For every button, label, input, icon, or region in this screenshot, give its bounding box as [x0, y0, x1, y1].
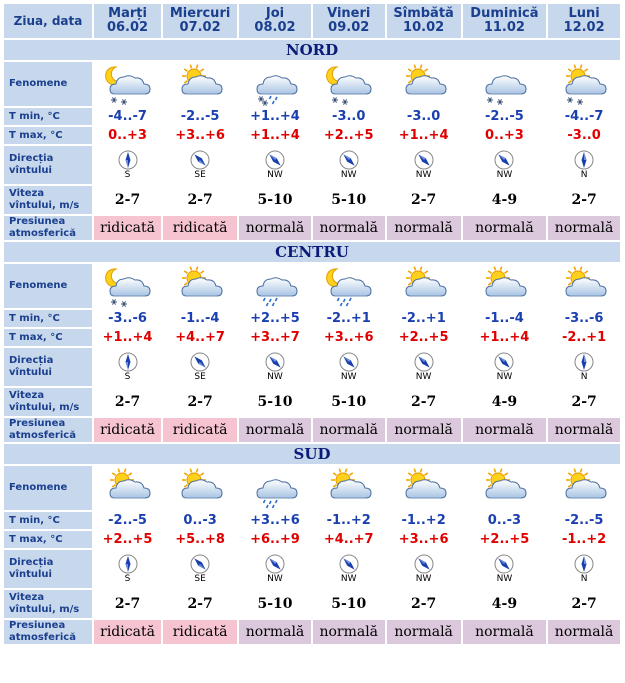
wind-dir-label [4, 146, 92, 184]
pressure-value: normală [239, 620, 311, 644]
weather-cell [94, 264, 161, 308]
wind-dir-cell [313, 146, 385, 184]
tmax-value: +5..+8 [163, 531, 237, 548]
wind-speed-row [4, 590, 620, 618]
tmin-value: -2..+1 [313, 310, 385, 327]
wind-dir-label-text: Direcția [9, 153, 54, 164]
wind-speed-label-text-2: vîntului, m/s [9, 604, 80, 615]
sun-cloud-icon [94, 466, 161, 510]
wind-dir-cell [463, 550, 547, 588]
wind-speed-label-text: Viteza [9, 188, 45, 199]
wind-dir-cell [239, 550, 311, 588]
compass-arrow-icon [163, 352, 237, 372]
region-row [4, 40, 620, 60]
pressure-row [4, 620, 620, 644]
tmax-row [4, 329, 620, 346]
wind-speed-value: 4-9 [463, 186, 547, 214]
tmax-row [4, 127, 620, 144]
compass-arrow-icon [163, 150, 237, 170]
weather-cell [548, 264, 620, 308]
tmin-value: -2..-5 [463, 108, 547, 125]
moon-cloud-snow-icon [94, 264, 161, 308]
pressure-value: normală [313, 216, 385, 240]
day-header [463, 4, 547, 38]
wind-speed-value: 2-7 [94, 388, 161, 416]
tmin-value: -3..-6 [548, 310, 620, 327]
pressure-value: normală [463, 216, 547, 240]
tmax-value: +3..+6 [163, 127, 237, 144]
wind-dir-label-text: Direcția [9, 557, 54, 568]
wind-dir-cell [387, 550, 461, 588]
pressure-value: normală [239, 418, 311, 442]
compass-arrow-icon [313, 554, 385, 574]
tmin-value: -4..-7 [94, 108, 161, 125]
wind-dir-cell [548, 348, 620, 386]
day-header [313, 4, 385, 38]
pressure-label-text: Presiunea [9, 418, 66, 429]
wind-dir-cell [163, 146, 237, 184]
wind-dir-text: N [580, 170, 588, 180]
tmax-value: +2..+5 [313, 127, 385, 144]
pressure-value: ridicată [163, 620, 237, 644]
wind-speed-label [4, 590, 92, 618]
pressure-label-text-2: atmosferică [9, 632, 76, 643]
compass-arrow-icon [94, 554, 161, 574]
wind-speed-row [4, 388, 620, 416]
wind-dir-cell [163, 348, 237, 386]
wind-speed-value: 4-9 [463, 590, 547, 618]
tmin-value: -1..-4 [463, 310, 547, 327]
compass-arrow-icon [463, 150, 547, 170]
sun-cloud-icon [163, 264, 237, 308]
day-date: 12.02 [563, 20, 605, 35]
pressure-value: normală [387, 418, 461, 442]
wind-speed-label-text-2: vîntului, m/s [9, 200, 80, 211]
tmin-value: +1..+4 [239, 108, 311, 125]
wind-dir-label-text-2: vîntului [9, 165, 52, 176]
sun-cloud-icon [313, 466, 385, 510]
weather-cell [463, 466, 547, 510]
tmax-label-text: T max, °C [9, 331, 63, 343]
wind-dir-label-text: Direcția [9, 355, 54, 366]
region-title: NORD [4, 40, 620, 60]
compass-arrow-icon [463, 352, 547, 372]
tmax-label [4, 127, 92, 144]
day-header [387, 4, 461, 38]
wind-speed-value: 5-10 [239, 388, 311, 416]
cloud-rain-snow-icon [239, 62, 311, 106]
tmax-label-text: T max, °C [9, 533, 63, 545]
pressure-value: normală [313, 620, 385, 644]
pressure-value: ridicată [163, 216, 237, 240]
tmin-value: -3..0 [387, 108, 461, 125]
wind-dir-cell [94, 348, 161, 386]
pressure-value: ridicată [94, 216, 161, 240]
tmax-value: -1..+2 [548, 531, 620, 548]
sun-cloud-icon [387, 264, 461, 308]
wind-speed-value: 2-7 [387, 590, 461, 618]
day-header [94, 4, 161, 38]
wind-dir-text: S [124, 574, 131, 584]
pressure-value: normală [548, 418, 620, 442]
tmin-row [4, 108, 620, 125]
day-name: Luni [568, 6, 600, 21]
day-name: Vineri [327, 6, 371, 21]
corner-header: Ziua, data [4, 4, 92, 38]
wind-dir-cell [387, 146, 461, 184]
tmin-value: -3..0 [313, 108, 385, 125]
tmin-value: -1..-4 [163, 310, 237, 327]
wind-dir-text: N [580, 574, 588, 584]
tmin-value: -1..+2 [313, 512, 385, 529]
moon-cloud-rain-icon [313, 264, 385, 308]
wind-speed-label-text: Viteza [9, 390, 45, 401]
pressure-label-text: Presiunea [9, 620, 66, 631]
tmin-label [4, 108, 92, 125]
wind-dir-text: NW [340, 372, 357, 382]
compass-arrow-icon [239, 352, 311, 372]
day-name: Sîmbătă [393, 6, 454, 21]
tmin-value: -3..-6 [94, 310, 161, 327]
tmax-value: +3..+6 [387, 531, 461, 548]
wind-speed-label-text-2: vîntului, m/s [9, 402, 80, 413]
wind-speed-value: 2-7 [94, 590, 161, 618]
compass-arrow-icon [94, 352, 161, 372]
pressure-row [4, 418, 620, 442]
wind-dir-cell [239, 146, 311, 184]
wind-dir-text: NW [415, 170, 432, 180]
wind-speed-value: 4-9 [463, 388, 547, 416]
tmax-value: +6..+9 [239, 531, 311, 548]
compass-arrow-icon [548, 554, 620, 574]
cloud-snow-icon [463, 62, 547, 106]
tmin-row [4, 310, 620, 327]
pressure-value: normală [463, 620, 547, 644]
tmax-label [4, 531, 92, 548]
compass-arrow-icon [387, 150, 461, 170]
weather-cell [163, 264, 237, 308]
day-date: 09.02 [328, 20, 370, 35]
wind-dir-text: S [124, 170, 131, 180]
weather-cell [313, 62, 385, 106]
day-name: Marți [108, 6, 147, 21]
pressure-row [4, 216, 620, 240]
day-date: 06.02 [106, 20, 149, 35]
tmin-value: +2..+5 [239, 310, 311, 327]
moon-cloud-snow-icon [94, 62, 161, 106]
wind-dir-text: NW [267, 372, 283, 382]
tmax-value: +2..+5 [94, 531, 161, 548]
tmax-label-text: T max, °C [9, 129, 63, 141]
fenomene-row [4, 264, 620, 308]
wind-dir-cell [387, 348, 461, 386]
weather-cell [239, 62, 311, 106]
pressure-label [4, 620, 92, 644]
weather-cell [387, 466, 461, 510]
compass-arrow-icon [94, 150, 161, 170]
tmax-label [4, 329, 92, 346]
fenomene-label [4, 62, 92, 106]
weather-cell [463, 264, 547, 308]
wind-speed-value: 2-7 [163, 590, 237, 618]
tmax-row [4, 531, 620, 548]
tmin-label [4, 310, 92, 327]
cloud-rain-icon [239, 466, 311, 510]
wind-dir-text: S [124, 372, 131, 382]
wind-speed-label [4, 186, 92, 214]
wind-dir-text: SE [194, 372, 206, 382]
compass-arrow-icon [313, 352, 385, 372]
compass-arrow-icon [463, 554, 547, 574]
tmax-value: +1..+4 [239, 127, 311, 144]
wind-speed-value: 2-7 [548, 388, 620, 416]
tmax-value: +1..+4 [463, 329, 547, 346]
wind-dir-row [4, 146, 620, 184]
tmax-value: -3..0 [548, 127, 620, 144]
pressure-value: normală [463, 418, 547, 442]
pressure-value: normală [239, 216, 311, 240]
tmax-value: +3..+7 [239, 329, 311, 346]
sun-cloud-icon [548, 264, 620, 308]
wind-dir-text: NW [267, 574, 283, 584]
wind-dir-text: NW [415, 372, 432, 382]
wind-dir-row [4, 550, 620, 588]
wind-speed-value: 2-7 [548, 590, 620, 618]
weather-cell [94, 466, 161, 510]
tmin-value: -2..-5 [163, 108, 237, 125]
pressure-value: normală [387, 216, 461, 240]
wind-speed-value: 5-10 [239, 590, 311, 618]
wind-speed-value: 2-7 [387, 186, 461, 214]
wind-speed-value: 2-7 [163, 388, 237, 416]
wind-dir-text: NW [267, 170, 283, 180]
day-date: 11.02 [483, 20, 525, 35]
pressure-value: normală [387, 620, 461, 644]
tmax-value: +4..+7 [163, 329, 237, 346]
tmax-value: +1..+4 [94, 329, 161, 346]
wind-dir-cell [239, 348, 311, 386]
pressure-value: ridicată [163, 418, 237, 442]
region-row [4, 242, 620, 262]
wind-dir-text: SE [194, 170, 206, 180]
sun-cloud-icon [463, 264, 547, 308]
wind-speed-value: 2-7 [387, 388, 461, 416]
pressure-value: normală [548, 620, 620, 644]
pressure-label-text: Presiunea [9, 216, 66, 227]
day-header [239, 4, 311, 38]
pressure-value: normală [548, 216, 620, 240]
wind-speed-row [4, 186, 620, 214]
day-name: Miercuri [169, 6, 231, 21]
header-row [4, 4, 620, 38]
tmin-label [4, 512, 92, 529]
compass-arrow-icon [239, 554, 311, 574]
wind-dir-row [4, 348, 620, 386]
wind-dir-label-text-2: vîntului [9, 367, 52, 378]
day-header [548, 4, 620, 38]
tmin-value: -1..+2 [387, 512, 461, 529]
wind-dir-cell [548, 146, 620, 184]
wind-dir-label [4, 550, 92, 588]
pressure-value: ridicată [94, 620, 161, 644]
weather-cell [239, 466, 311, 510]
wind-speed-value: 2-7 [94, 186, 161, 214]
sun-cloud-icon [463, 466, 547, 510]
day-date: 07.02 [179, 20, 221, 35]
wind-dir-cell [313, 550, 385, 588]
weather-cell [548, 466, 620, 510]
tmin-value: 0..-3 [163, 512, 237, 529]
compass-arrow-icon [163, 554, 237, 574]
tmin-value: -2..-5 [548, 512, 620, 529]
fenomene-label-text: Fenomene [9, 482, 68, 493]
wind-dir-cell [313, 348, 385, 386]
wind-dir-cell [94, 550, 161, 588]
day-date: 10.02 [403, 20, 445, 35]
compass-arrow-icon [313, 150, 385, 170]
sun-cloud-icon [163, 62, 237, 106]
region-title: CENTRU [4, 242, 620, 262]
wind-dir-label [4, 348, 92, 386]
compass-arrow-icon [387, 352, 461, 372]
sun-cloud-icon [387, 62, 461, 106]
tmin-row [4, 512, 620, 529]
fenomene-row [4, 62, 620, 106]
pressure-label [4, 216, 92, 240]
compass-arrow-icon [387, 554, 461, 574]
wind-dir-cell [463, 348, 547, 386]
day-name: Joi [265, 6, 285, 21]
tmin-value: -2..+1 [387, 310, 461, 327]
tmax-value: +3..+6 [313, 329, 385, 346]
fenomene-label-text: Fenomene [9, 280, 68, 291]
wind-speed-label-text: Viteza [9, 592, 45, 603]
tmax-value: +2..+5 [387, 329, 461, 346]
sun-cloud-icon [548, 466, 620, 510]
wind-speed-value: 5-10 [239, 186, 311, 214]
wind-dir-text: N [580, 372, 588, 382]
sun-cloud-icon [163, 466, 237, 510]
weather-cell [463, 62, 547, 106]
weather-cell [313, 466, 385, 510]
weather-cell [163, 62, 237, 106]
compass-arrow-icon [548, 150, 620, 170]
tmin-label-text: T min, °C [9, 110, 60, 122]
wind-dir-cell [463, 146, 547, 184]
weather-cell [94, 62, 161, 106]
sun-cloud-icon [387, 466, 461, 510]
sun-cloud-snow-icon [548, 62, 620, 106]
wind-dir-text: NW [496, 574, 513, 584]
tmax-value: +4..+7 [313, 531, 385, 548]
wind-dir-label-text-2: vîntului [9, 569, 52, 580]
pressure-label-text-2: atmosferică [9, 430, 76, 441]
forecast-table [2, 2, 622, 646]
wind-dir-cell [548, 550, 620, 588]
cloud-rain-icon [239, 264, 311, 308]
weather-cell [163, 466, 237, 510]
tmin-value: -4..-7 [548, 108, 620, 125]
fenomene-row [4, 466, 620, 510]
region-title: SUD [4, 444, 620, 464]
fenomene-label [4, 264, 92, 308]
wind-speed-value: 2-7 [548, 186, 620, 214]
wind-dir-text: SE [194, 574, 206, 584]
compass-arrow-icon [548, 352, 620, 372]
wind-dir-text: NW [496, 372, 513, 382]
tmin-label-text: T min, °C [9, 514, 60, 526]
moon-cloud-snow-icon [313, 62, 385, 106]
weather-cell [313, 264, 385, 308]
pressure-label [4, 418, 92, 442]
fenomene-label [4, 466, 92, 510]
tmax-value: +1..+4 [387, 127, 461, 144]
wind-dir-text: NW [415, 574, 432, 584]
tmax-value: -2..+1 [548, 329, 620, 346]
wind-dir-cell [163, 550, 237, 588]
weather-cell [548, 62, 620, 106]
tmax-value: 0..+3 [94, 127, 161, 144]
tmin-label-text: T min, °C [9, 312, 60, 324]
wind-speed-value: 5-10 [313, 388, 385, 416]
compass-arrow-icon [239, 150, 311, 170]
wind-speed-value: 5-10 [313, 186, 385, 214]
pressure-label-text-2: atmosferică [9, 228, 76, 239]
weather-cell [387, 62, 461, 106]
wind-dir-text: NW [496, 170, 513, 180]
tmax-value: +2..+5 [463, 531, 547, 548]
pressure-value: normală [313, 418, 385, 442]
wind-speed-value: 5-10 [313, 590, 385, 618]
day-date: 08.02 [254, 20, 296, 35]
weather-cell [387, 264, 461, 308]
tmax-value: 0..+3 [463, 127, 547, 144]
tmin-value: -2..-5 [94, 512, 161, 529]
weather-cell [239, 264, 311, 308]
day-name: Duminică [470, 6, 539, 21]
wind-speed-value: 2-7 [163, 186, 237, 214]
tmin-value: +3..+6 [239, 512, 311, 529]
pressure-value: ridicată [94, 418, 161, 442]
region-row [4, 444, 620, 464]
tmin-value: 0..-3 [463, 512, 547, 529]
wind-dir-text: NW [340, 574, 357, 584]
wind-dir-cell [94, 146, 161, 184]
wind-dir-text: NW [340, 170, 357, 180]
day-header [163, 4, 237, 38]
fenomene-label-text: Fenomene [9, 78, 68, 89]
wind-speed-label [4, 388, 92, 416]
